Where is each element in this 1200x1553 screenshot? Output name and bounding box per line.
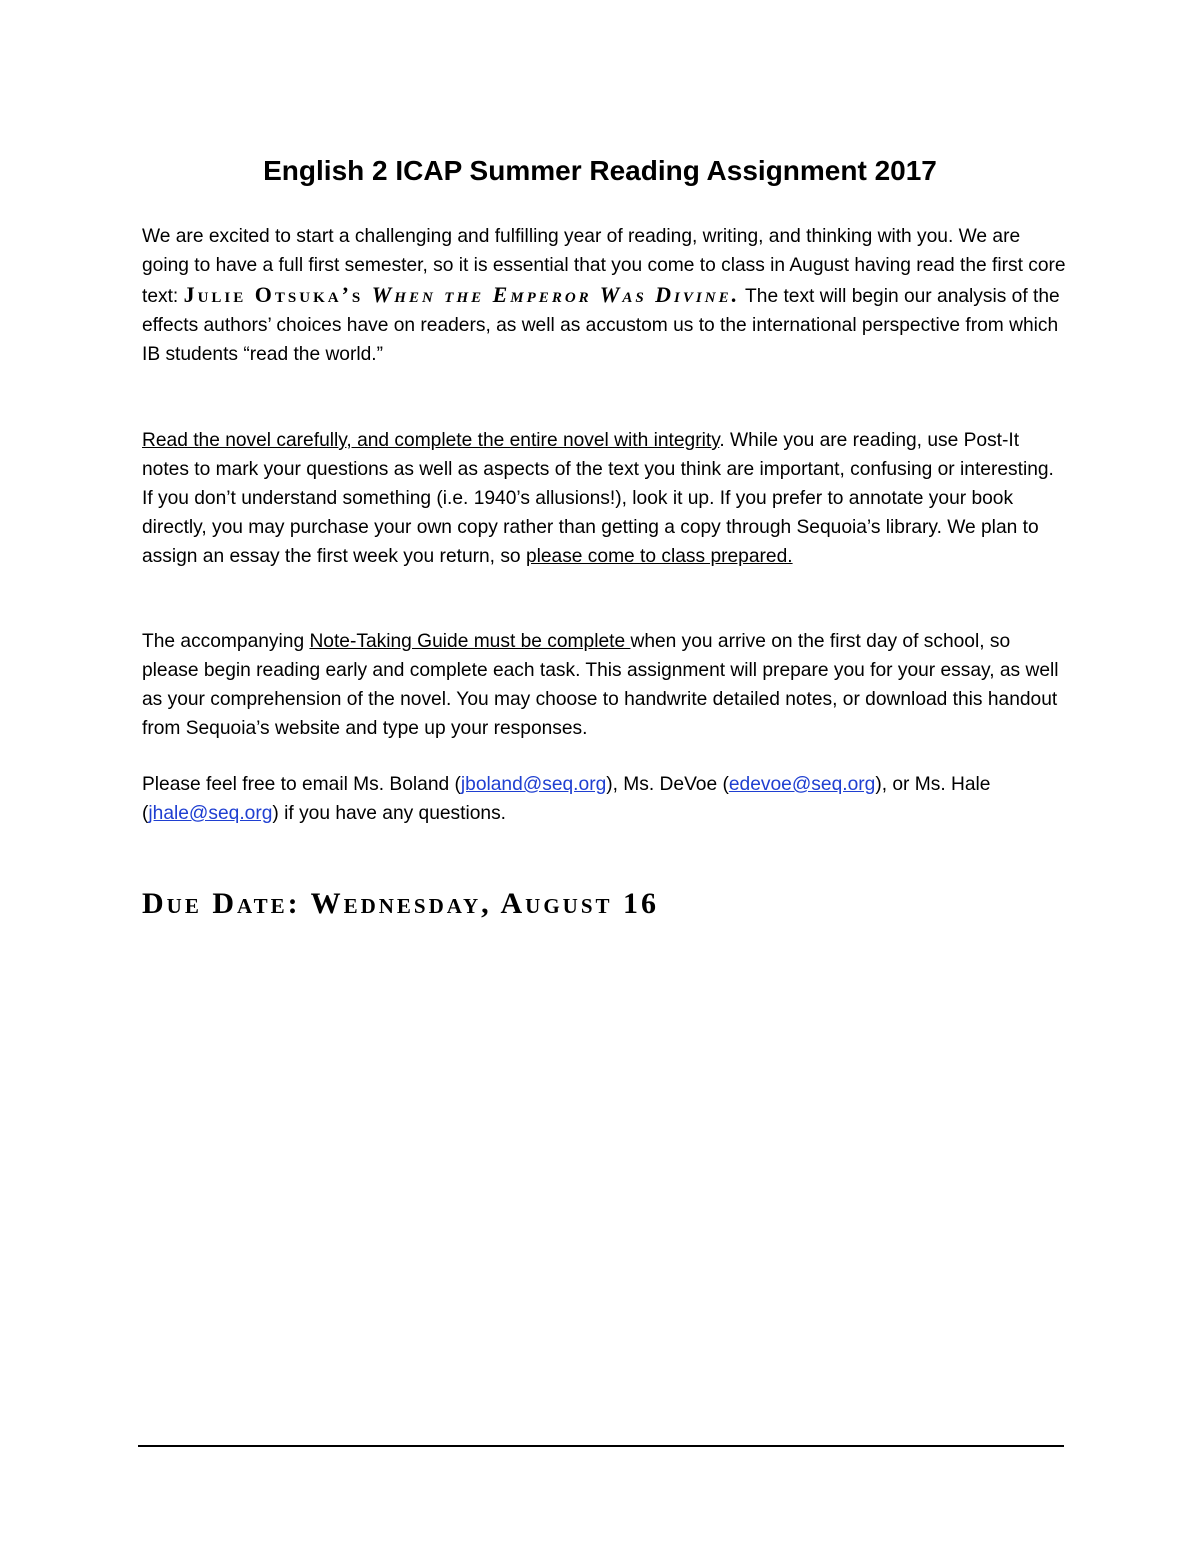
- reading-underlined-tail: please come to class prepared.: [525, 546, 793, 567]
- intro-paragraph: [142, 222, 1067, 369]
- intro-text-1: We are excited to start a challenging and fulfilling year of reading, writing, and thinking with you. We are going to have a full first semester, so it is essential that you come to class in August having read the first core text:: [142, 226, 1066, 307]
- email-link-devoe[interactable]: edevoe@seq.org: [728, 774, 876, 795]
- reading-text-1: . While you are reading, use Post-It notes to mark your questions as well as aspects of the text you think are important, confusing or interesting. If you don’t understand something (i.e. 1940’s allusions!), look it up. If you prefer to annotate your book directly, you may purchase your own copy rather than getting a copy through Sequoia’s library. We plan to assign an essay the first week you return, so: [142, 430, 1054, 567]
- contact-paragraph: [142, 770, 1067, 828]
- guide-text-2: when you arrive on the first day of school, so please begin reading early and complete each task. This assignment will prepare you for your essay, as well as your comprehension of the novel. You may choose to handwrite detailed notes, or download this handout from Sequoia’s website and type up your responses.: [142, 631, 1059, 739]
- reading-instructions-paragraph: [142, 426, 1067, 571]
- document-title: English 2 ICAP Summer Reading Assignment 2017: [263, 155, 937, 186]
- contact-text-3: ), or Ms. Hale (: [142, 774, 991, 824]
- intro-text-2: The text will begin our analysis of the effects authors’ choices have on readers, as well as accustom us to the international perspective from which IB students “read the world.”: [142, 286, 1060, 365]
- footer-rule: [138, 1445, 1064, 1447]
- contact-text-4: ) if you have any questions.: [272, 803, 507, 824]
- reading-underlined-lead: Read the novel carefully, and complete the entire novel with integrity: [142, 430, 720, 451]
- contact-text-2: ), Ms. DeVoe (: [606, 774, 729, 795]
- guide-text-1: The accompanying: [142, 631, 310, 652]
- email-link-boland[interactable]: jboland@seq.org: [460, 774, 607, 795]
- due-date: Due Date: Wednesday, August 16: [142, 887, 660, 920]
- book-title: When the Emperor Was Divine.: [371, 282, 741, 307]
- book-author: Julie Otsuka’s: [183, 282, 372, 307]
- note-taking-guide-paragraph: [142, 627, 1067, 743]
- contact-text-1: Please feel free to email Ms. Boland (: [142, 774, 461, 795]
- email-link-hale[interactable]: jhale@seq.org: [148, 803, 273, 824]
- guide-underlined: Note-Taking Guide must be complete: [309, 631, 631, 652]
